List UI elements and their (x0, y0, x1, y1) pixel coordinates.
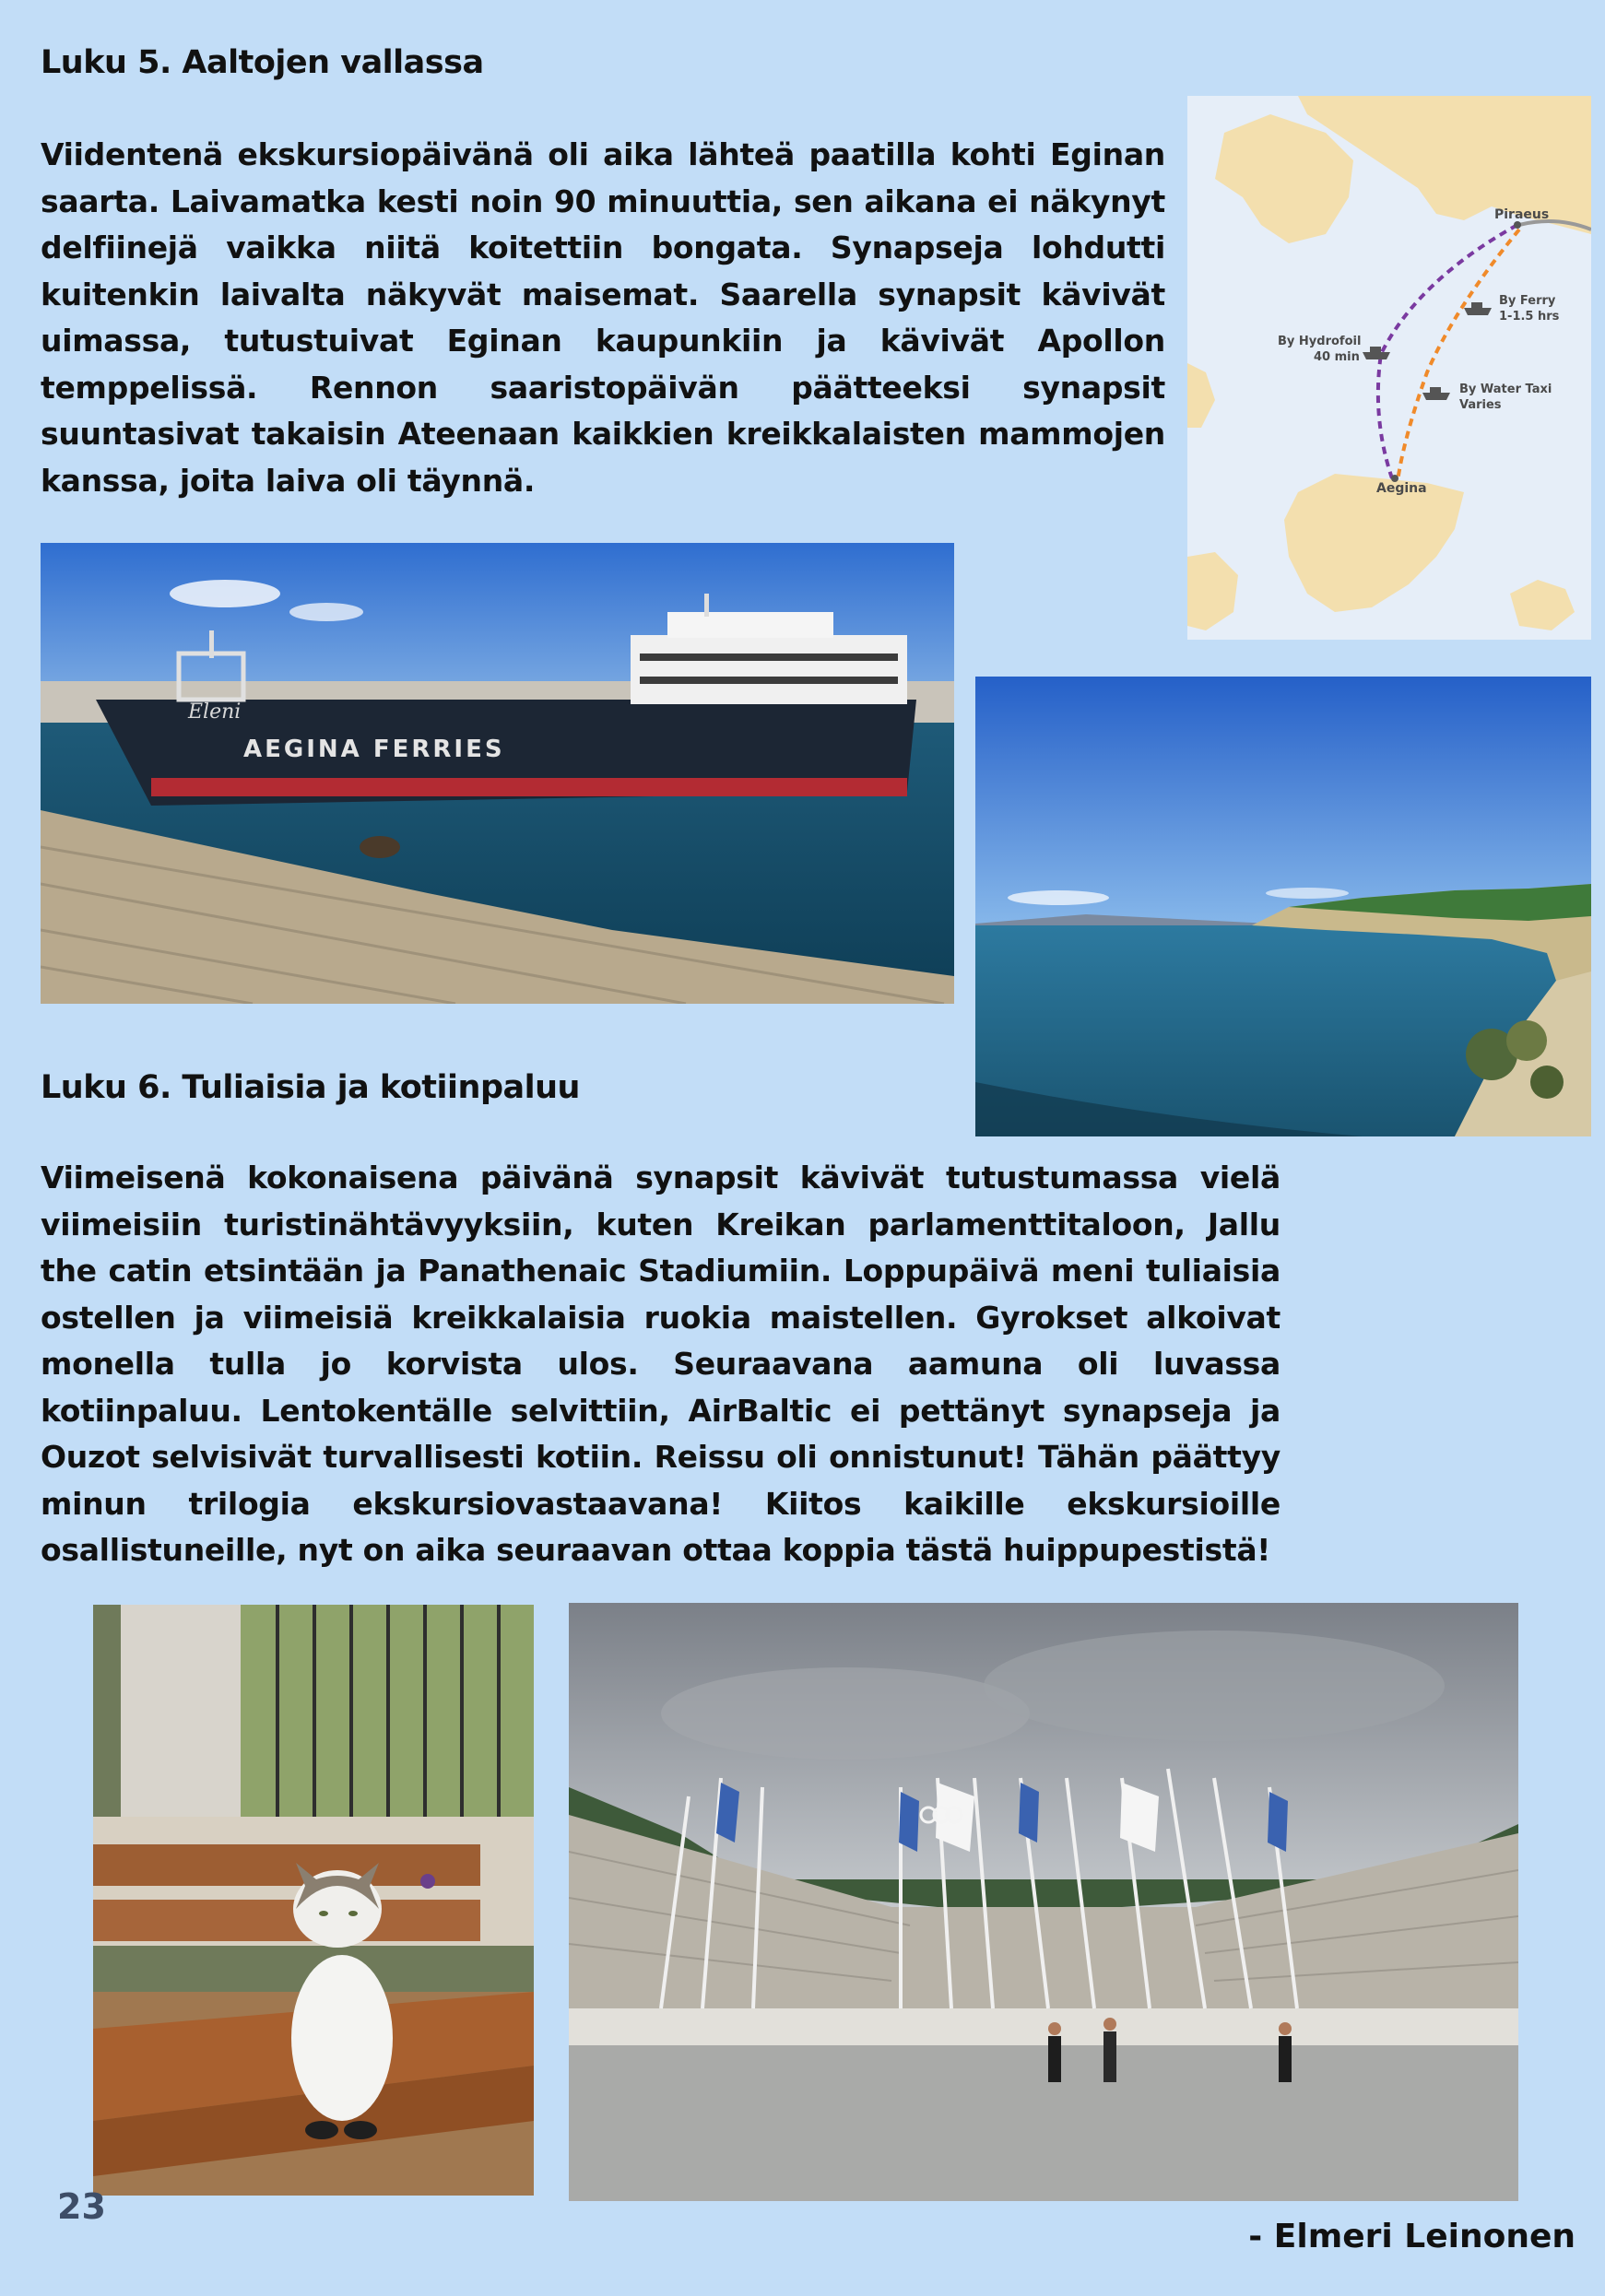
page-number: 23 (57, 2186, 106, 2227)
chapter5-text: Viidentenä ekskursiopäivänä oli aika lähteä paatilla kohti Eginan saarta. Laivamatka kesti noin 90 minuuttia, sen aikana ei näkynyt delfiinejä vaikka niitä koitettiin bongata. Synapseja lohdutti kuitenkin laivalta näkyvät maisemat. Saarella synapsit kävivät uimassa, tutustuivat Eginan kaupunkiin ja kävivät Apollon temppelissä. Rennon saaristopäivän päätteeksi synapsit suuntasivat takaisin Ateenaan kaikkien kreikkalaisten mammojen kanssa, joita laiva oli täynnä. (41, 136, 1165, 499)
map-label-ferry: By Ferry (1499, 294, 1556, 308)
chapter6-text: Viimeisenä kokonaisena päivänä synapsit kävivät tutustumassa vielä viimeisiin turistinähtävyyksiin, kuten Kreikan parlamenttitaloon, Jallu the catin etsintään ja Panathenaic Stadiumiin. Loppupäivä meni tuliaisia ostellen ja viimeisiä kreikkalaisia ruokia maistellen. Gyrokset alkoivat monella tulla jo korvista ulos. Seuraavana aamuna oli luvassa kotiinpaluu. Lentokentälle selvittiin, AirBaltic ei pettänyt synapseja ja Ouzot selvisivät turvallisesti kotiin. Reissu oli onnistunut! Tähän päättyy minun trilogia ekskursiovastaavana! Kiitos kaikille ekskursioille osallistuneille, nyt on aika seuraavan ottaa koppia tästä huippupestistä! (41, 1160, 1280, 1568)
chapter5-heading: Luku 5. Aaltojen vallassa (41, 44, 484, 81)
coast-photo (975, 677, 1591, 1136)
author-signature: - Elmeri Leinonen (1248, 2218, 1575, 2255)
map-label-ferry-time: 1-1.5 hrs (1499, 310, 1560, 324)
map-label-water-taxi: By Water Taxi (1459, 383, 1552, 396)
map-label-piraeus: Piraeus (1494, 207, 1550, 222)
ferry-photo (41, 543, 954, 1004)
ship-name: Eleni (188, 701, 242, 724)
chapter6-heading: Luku 6. Tuliaisia ja kotiinpaluu (41, 1069, 580, 1106)
map-label-hydrofoil-time: 40 min (1314, 350, 1360, 364)
hull-name: AEGINA FERRIES (243, 736, 505, 763)
ferry-route-map (1187, 96, 1591, 640)
stadium-photo (569, 1603, 1518, 2201)
cat-photo (93, 1605, 534, 2196)
map-label-water-taxi-time: Varies (1459, 398, 1502, 412)
map-label-aegina: Aegina (1376, 481, 1427, 496)
map-label-hydrofoil: By Hydrofoil (1278, 335, 1362, 348)
